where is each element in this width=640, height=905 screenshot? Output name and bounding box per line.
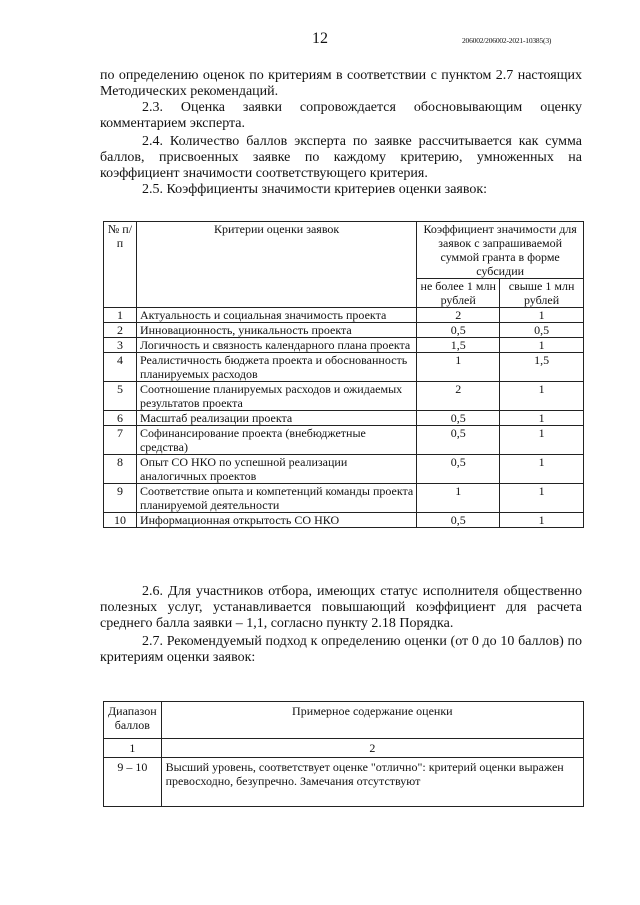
paragraph-2-5: 2.5. Коэффициенты значимости критериев оценки заявок: [142, 182, 488, 197]
header-range: Диапазон баллов [104, 702, 162, 739]
paragraph-2-6: 2.6. Для участников отбора, имеющих статус исполнителя общественно полезных услуг, устанавливается повышающий коэффициент для расчета среднего балла заявки – 1,1, согласно пункту 2.18 Порядка. [100, 584, 582, 631]
coef-value-1: 0,5 [417, 323, 500, 338]
row-number: 2 [104, 323, 137, 338]
row-number: 5 [104, 382, 137, 411]
column-number-1: 1 [104, 739, 162, 758]
coef-value-1: 0,5 [417, 411, 500, 426]
row-number: 3 [104, 338, 137, 353]
score-ranges-table [103, 701, 584, 807]
coef-value-1: 2 [417, 382, 500, 411]
coef-value-1: 1 [417, 353, 500, 382]
header-up-to-1m: не более 1 млн рублей [417, 279, 500, 308]
paragraph: по определению оценок по критериям в соответствии с пунктом 2.7 настоящих Методических рекомендаций. [100, 68, 582, 99]
coef-value-1: 1 [417, 484, 500, 513]
table-header-row [104, 222, 584, 279]
text-block-middle [100, 584, 582, 666]
header-criteria: Критерии оценки заявок [136, 222, 416, 308]
table-row [104, 338, 584, 353]
paragraph-2-3: 2.3. Оценка заявки сопровождается обосновывающим оценку комментарием эксперта. [100, 100, 582, 131]
score-description: Высший уровень, соответствует оценке "отлично": критерий оценки выражен превосходно, безупречно. Замечания отсутствуют [161, 758, 583, 807]
coefficients-table [103, 221, 584, 528]
coef-value-1: 0,5 [417, 426, 500, 455]
row-number: 10 [104, 513, 137, 528]
coef-value-1: 1,5 [417, 338, 500, 353]
row-number: 8 [104, 455, 137, 484]
table-numbering-row [104, 739, 584, 758]
coef-value-2: 1 [500, 382, 584, 411]
table-row [104, 411, 584, 426]
criterion-name: Реалистичность бюджета проекта и обоснованность планируемых расходов [136, 353, 416, 382]
page-number: 12 [312, 30, 328, 47]
criterion-name: Инновационность, уникальность проекта [136, 323, 416, 338]
table-row [104, 426, 584, 455]
coef-value-2: 1 [500, 411, 584, 426]
criterion-name: Соотношение планируемых расходов и ожидаемых результатов проекта [136, 382, 416, 411]
coef-value-2: 1 [500, 513, 584, 528]
criterion-name: Опыт СО НКО по успешной реализации аналогичных проектов [136, 455, 416, 484]
coef-value-2: 0,5 [500, 323, 584, 338]
header-over-1m: свыше 1 млн рублей [500, 279, 584, 308]
criterion-name: Масштаб реализации проекта [136, 411, 416, 426]
header-coefficient: Коэффициент значимости для заявок с запрашиваемой суммой гранта в форме субсидии [417, 222, 584, 279]
criterion-name: Логичность и связность календарного плана проекта [136, 338, 416, 353]
coef-value-1: 0,5 [417, 455, 500, 484]
header-content: Примерное содержание оценки [161, 702, 583, 739]
row-number: 7 [104, 426, 137, 455]
column-number-2: 2 [161, 739, 583, 758]
row-number: 4 [104, 353, 137, 382]
coef-value-2: 1 [500, 455, 584, 484]
paragraph-2-7: 2.7. Рекомендуемый подход к определению оценки (от 0 до 10 баллов) по критериям оценки заявок: [100, 634, 582, 665]
coef-value-2: 1 [500, 426, 584, 455]
criterion-name: Актуальность и социальная значимость проекта [136, 308, 416, 323]
header-number: № п/п [104, 222, 137, 308]
coef-value-2: 1 [500, 338, 584, 353]
coef-value-2: 1,5 [500, 353, 584, 382]
table-row [104, 353, 584, 382]
row-number: 9 [104, 484, 137, 513]
criterion-name: Соответствие опыта и компетенций команды проекта планируемой деятельности [136, 484, 416, 513]
criterion-name: Информационная открытость СО НКО [136, 513, 416, 528]
coef-value-1: 2 [417, 308, 500, 323]
table-row [104, 484, 584, 513]
table-row [104, 758, 584, 807]
coef-value-2: 1 [500, 484, 584, 513]
document-code: 206002/206002-2021-10385(3) [462, 36, 552, 45]
table-row [104, 382, 584, 411]
table-row [104, 455, 584, 484]
coef-value-2: 1 [500, 308, 584, 323]
table-header-row [104, 702, 584, 739]
table-row [104, 513, 584, 528]
paragraph-2-4: 2.4. Количество баллов эксперта по заявке рассчитывается как сумма баллов, присвоенных заявке по каждому критерию, умноженных на коэффициент значимости соответствующего критерия. [100, 134, 582, 181]
criterion-name: Софинансирование проекта (внебюджетные средства) [136, 426, 416, 455]
table-row [104, 323, 584, 338]
text-block-top [100, 68, 582, 198]
coef-value-1: 0,5 [417, 513, 500, 528]
row-number: 1 [104, 308, 137, 323]
row-number: 6 [104, 411, 137, 426]
score-range: 9 – 10 [104, 758, 162, 807]
table-row [104, 308, 584, 323]
